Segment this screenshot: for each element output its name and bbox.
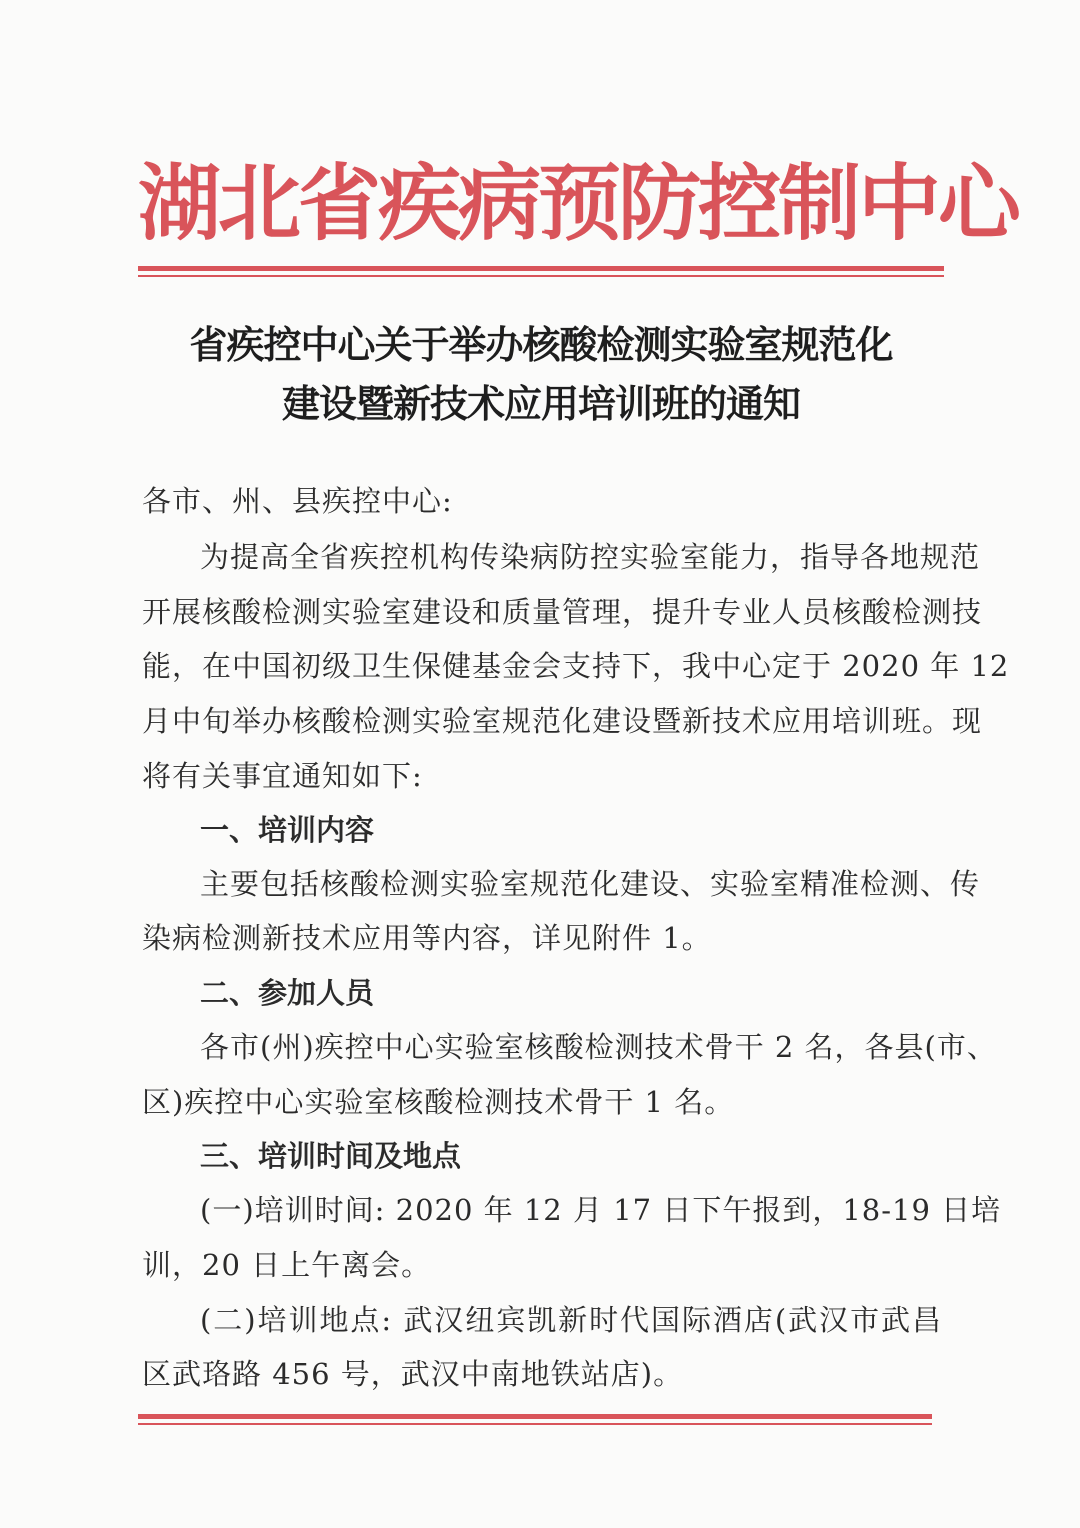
- section-1-heading: 一、培训内容: [200, 813, 375, 847]
- document-title-line-2: 建设暨新技术应用培训班的通知: [281, 381, 800, 426]
- training-time-line-1: (一)培训时间: 2020 年 12 月 17 日下午报到，18-19 日培: [200, 1193, 1002, 1227]
- training-place-line-2: 区武珞路 456 号，武汉中南地铁站店)。: [142, 1357, 684, 1391]
- header-red-rule-thick: [138, 266, 944, 271]
- section-2-line-2: 区)疾控中心实验室核酸检测技术骨干 1 名。: [142, 1085, 735, 1119]
- footer-red-rule-thick: [138, 1414, 932, 1419]
- document-title-line-1: 省疾控中心关于举办核酸检测实验室规范化: [189, 322, 893, 367]
- section-3-heading: 三、培训时间及地点: [200, 1139, 462, 1173]
- section-1-line-1: 主要包括核酸检测实验室规范化建设、实验室精准检测、传: [200, 867, 981, 901]
- intro-line-3: 能，在中国初级卫生保健基金会支持下，我中心定于 2020 年 12: [142, 649, 1010, 683]
- intro-line-5: 将有关事宜通知如下:: [142, 759, 423, 793]
- intro-line-1: 为提高全省疾控机构传染病防控实验室能力，指导各地规范: [200, 540, 981, 574]
- salutation: 各市、州、县疾控中心:: [142, 484, 453, 518]
- footer-red-rule-thin: [138, 1423, 932, 1425]
- section-2-heading: 二、参加人员: [200, 976, 375, 1010]
- intro-line-2: 开展核酸检测实验室建设和质量管理，提升专业人员核酸检测技: [142, 595, 983, 629]
- intro-line-4: 月中旬举办核酸检测实验室规范化建设暨新技术应用培训班。现: [142, 704, 983, 738]
- header-red-rule-thin: [138, 275, 944, 277]
- section-2-line-1: 各市(州)疾控中心实验室核酸检测技术骨干 2 名，各县(市、: [200, 1030, 997, 1064]
- training-time-line-2: 训，20 日上午离会。: [142, 1248, 432, 1282]
- organization-header: 湖北省疾病预防控制中心: [138, 154, 1018, 252]
- training-place-line-1: (二)培训地点: 武汉纽宾凯新时代国际酒店(武汉市武昌: [200, 1303, 942, 1337]
- section-1-line-2: 染病检测新技术应用等内容，详见附件 1。: [142, 921, 712, 955]
